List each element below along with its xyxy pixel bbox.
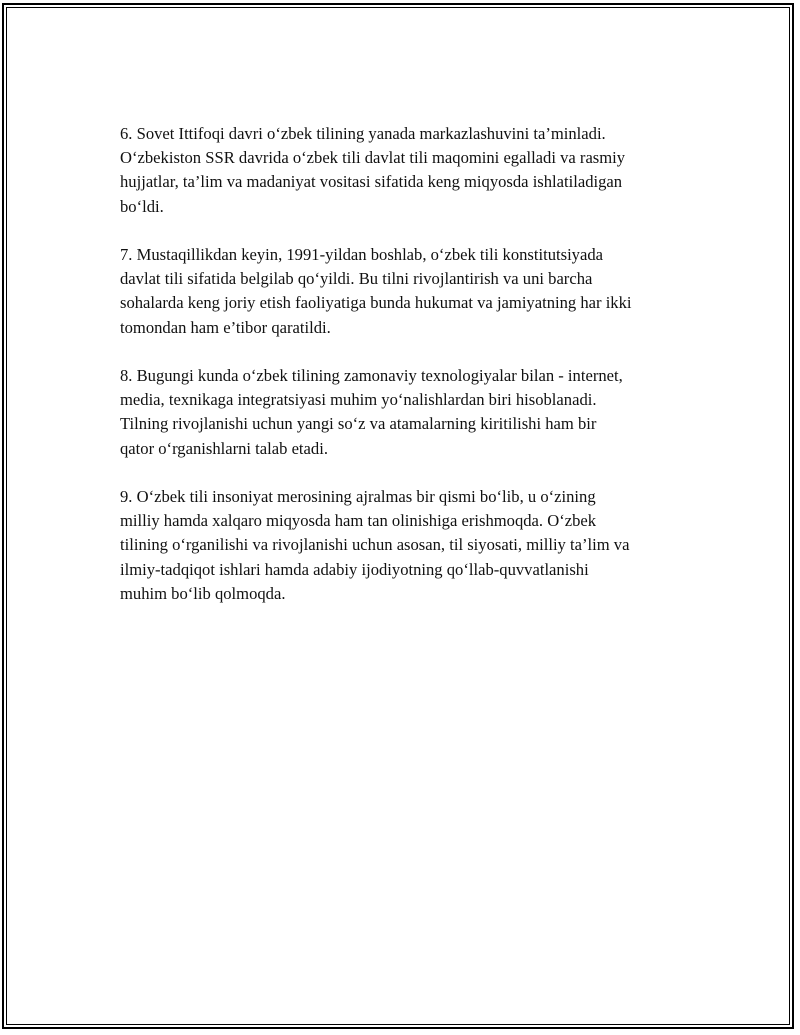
paragraph-9: 9. O‘zbek tili insoniyat merosining ajralmas bir qismi bo‘lib, u o‘zining milliy hamda xalqaro miqyosda ham tan olinishiga erishmoqda. O‘zbek tilining o‘rganilishi va rivojlanishi uchun asosan, til siyosati, milliy ta’lim va ilmiy-tadqiqot ishlari hamda adabiy ijodiyotning qo‘llab-quvvatlanishi muhim bo‘lib qolmoqda.: [120, 487, 630, 603]
page-border: [2, 3, 794, 1029]
document-body: [120, 122, 700, 630]
paragraph-8: 8. Bugungi kunda o‘zbek tilining zamonaviy texnologiyalar bilan - internet, media, texnikaga integratsiyasi muhim yo‘nalishlardan biri hisoblanadi. Tilning rivojlanishi uchun yangi so‘z va atamalarning kiritilishi ham bir qator o‘rganishlarni talab etadi.: [120, 366, 623, 458]
paragraph-7: 7. Mustaqillikdan keyin, 1991-yildan boshlab, o‘zbek tili konstitutsiyada davlat tili sifatida belgilab qo‘yildi. Bu tilni rivojlantirish va uni barcha sohalarda keng joriy etish faoliyatiga bunda hukumat va jamiyatning har ikki tomondan ham e’tibor qaratildi.: [120, 245, 632, 337]
paragraph-6: 6. Sovet Ittifoqi davri o‘zbek tilining yanada markazlashuvini ta’minladi. O‘zbekiston SSR davrida o‘zbek tili davlat tili maqomini egalladi va rasmiy hujjatlar, ta’lim va madaniyat vositasi sifatida keng miqyosda ishlatiladigan bo‘ldi.: [120, 124, 626, 216]
